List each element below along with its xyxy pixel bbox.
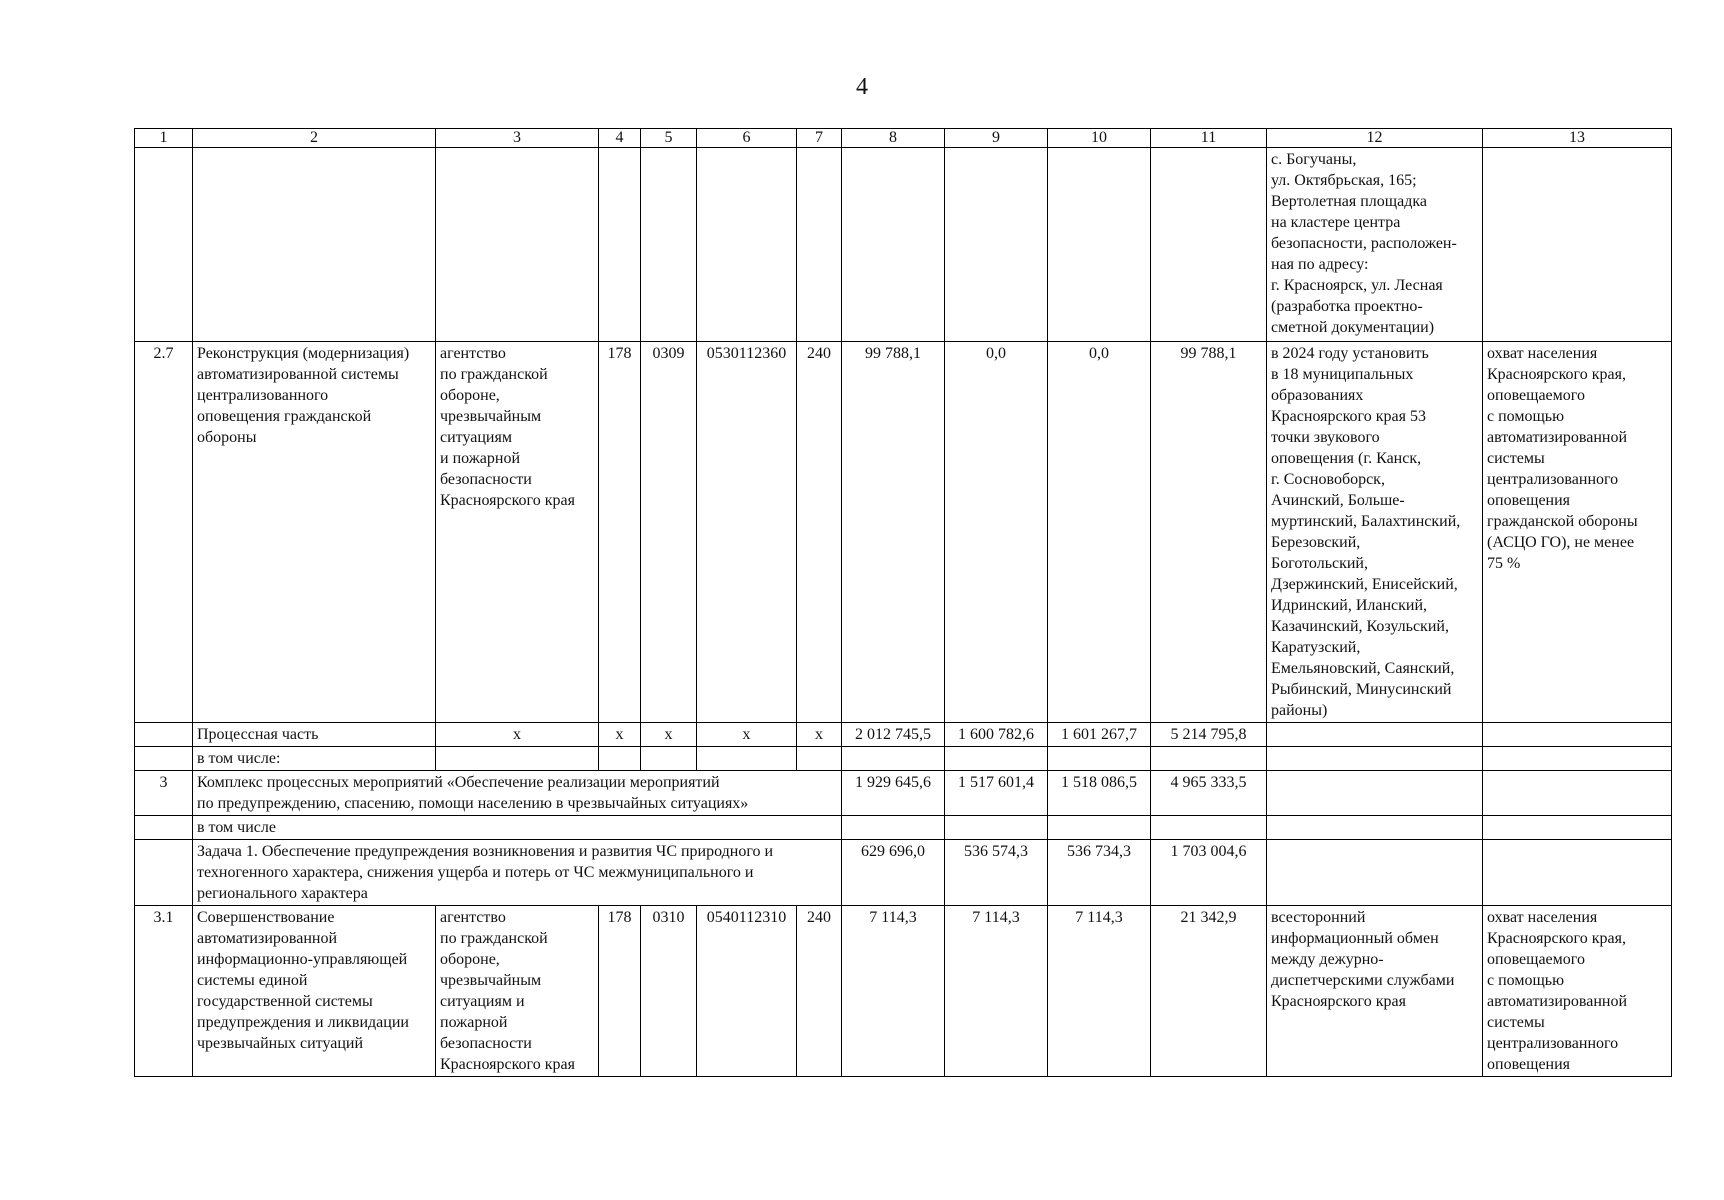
amount-cell: 7 114,3 bbox=[945, 906, 1048, 1077]
header-cell: 1 bbox=[135, 129, 193, 148]
table-row-3-1 bbox=[135, 906, 1672, 1077]
header-cell: 9 bbox=[945, 129, 1048, 148]
header-cell: 8 bbox=[842, 129, 945, 148]
table-header-row bbox=[135, 129, 1672, 148]
amount-cell: 2 012 745,5 bbox=[842, 723, 945, 747]
code-cell: 0309 bbox=[641, 342, 697, 723]
amount-cell: 1 518 086,5 bbox=[1048, 771, 1151, 816]
amount-cell: 536 734,3 bbox=[1048, 840, 1151, 906]
amount-cell: 1 517 601,4 bbox=[945, 771, 1048, 816]
location-cell: с. Богучаны, ул. Октябрьская, 165; Вертолетная площадка на кластере центра безопасности, расположен- ная по адресу: г. Красноярск, ул. Лесная (разработка проектно- сметной документации) bbox=[1267, 148, 1483, 342]
x-cell: х bbox=[641, 723, 697, 747]
code-cell: 240 bbox=[797, 906, 842, 1077]
amount-cell: 99 788,1 bbox=[842, 342, 945, 723]
task-row bbox=[135, 840, 1672, 906]
x-cell: х bbox=[436, 723, 599, 747]
x-cell: х bbox=[797, 723, 842, 747]
header-cell: 11 bbox=[1151, 129, 1267, 148]
measure-name: Совершенствование автоматизированной информационно-управляющей системы единой государственной системы предупреждения и ликвидации чрезвычайных ситуаций bbox=[193, 906, 436, 1077]
amount-cell: 21 342,9 bbox=[1151, 906, 1267, 1077]
process-part-row bbox=[135, 723, 1672, 747]
x-cell: х bbox=[697, 723, 797, 747]
amount-cell: 5 214 795,8 bbox=[1151, 723, 1267, 747]
continuation-row bbox=[135, 148, 1672, 342]
code-cell: 240 bbox=[797, 342, 842, 723]
header-cell: 13 bbox=[1483, 129, 1672, 148]
expected-result: в 2024 году установить в 18 муниципальных образованиях Красноярского края 53 точки звукового оповещения (г. Канск, г. Сосновоборск, Ачинский, Больше- муртинский, Балахтинский, Березовский, Боготольский, Дзержинский, Енисейский, Идринский, Иланский, Казачинский, Козульский, Каратузский, Емельяновский, Саянский, Рыбинский, Минусинский районы) bbox=[1267, 342, 1483, 723]
table-row-2-7 bbox=[135, 342, 1672, 723]
table-row-3 bbox=[135, 771, 1672, 816]
amount-cell: 0,0 bbox=[1048, 342, 1151, 723]
code-cell: 0310 bbox=[641, 906, 697, 1077]
header-cell: 2 bbox=[193, 129, 436, 148]
including-row bbox=[135, 747, 1672, 771]
measure-name: Реконструкция (модернизация) автоматизированной системы централизованного оповещения гражданской обороны bbox=[193, 342, 436, 723]
including-label: в том числе bbox=[193, 816, 842, 840]
amount-cell: 1 703 004,6 bbox=[1151, 840, 1267, 906]
complex-name: Комплекс процессных мероприятий «Обеспечение реализации мероприятий по предупреждению, спасению, помощи населению в чрезвычайных ситуациях» bbox=[193, 771, 842, 816]
header-cell: 5 bbox=[641, 129, 697, 148]
header-cell: 7 bbox=[797, 129, 842, 148]
amount-cell: 7 114,3 bbox=[842, 906, 945, 1077]
amount-cell: 4 965 333,5 bbox=[1151, 771, 1267, 816]
amount-cell: 1 929 645,6 bbox=[842, 771, 945, 816]
header-cell: 3 bbox=[436, 129, 599, 148]
amount-cell: 7 114,3 bbox=[1048, 906, 1151, 1077]
amount-cell: 1 600 782,6 bbox=[945, 723, 1048, 747]
target-indicator: охват населения Красноярского края, оповещаемого с помощью автоматизированной системы централизованного оповещения гражданской обороны (АСЦО ГО), не менее 75 % bbox=[1483, 342, 1672, 723]
header-cell: 6 bbox=[697, 129, 797, 148]
code-cell: 0540112310 bbox=[697, 906, 797, 1077]
amount-cell: 629 696,0 bbox=[842, 840, 945, 906]
including-label: в том числе: bbox=[193, 747, 436, 771]
amount-cell: 536 574,3 bbox=[945, 840, 1048, 906]
responsible-agency: агентство по гражданской обороне, чрезвычайным ситуациям и пожарной безопасности Красноярского края bbox=[436, 906, 599, 1077]
program-table bbox=[134, 128, 1672, 1077]
header-cell: 12 bbox=[1267, 129, 1483, 148]
amount-cell: 1 601 267,7 bbox=[1048, 723, 1151, 747]
expected-result: всесторонний информационный обмен между дежурно- диспетчерскими службами Красноярского края bbox=[1267, 906, 1483, 1077]
code-cell: 178 bbox=[599, 906, 641, 1077]
process-part-label: Процессная часть bbox=[193, 723, 436, 747]
row-number: 3 bbox=[135, 771, 193, 816]
amount-cell: 0,0 bbox=[945, 342, 1048, 723]
row-number: 2.7 bbox=[135, 342, 193, 723]
including-row bbox=[135, 816, 1672, 840]
header-cell: 4 bbox=[599, 129, 641, 148]
header-cell: 10 bbox=[1048, 129, 1151, 148]
code-cell: 178 bbox=[599, 342, 641, 723]
x-cell: х bbox=[599, 723, 641, 747]
task-name: Задача 1. Обеспечение предупреждения возникновения и развития ЧС природного и техногенного характера, снижения ущерба и потерь от ЧС межмуниципального и регионального характера bbox=[193, 840, 842, 906]
page-number: 4 bbox=[856, 74, 868, 100]
amount-cell: 99 788,1 bbox=[1151, 342, 1267, 723]
code-cell: 0530112360 bbox=[697, 342, 797, 723]
row-number: 3.1 bbox=[135, 906, 193, 1077]
target-indicator: охват населения Красноярского края, оповещаемого с помощью автоматизированной системы централизованного оповещения bbox=[1483, 906, 1672, 1077]
responsible-agency: агентство по гражданской обороне, чрезвычайным ситуациям и пожарной безопасности Красноярского края bbox=[436, 342, 599, 723]
